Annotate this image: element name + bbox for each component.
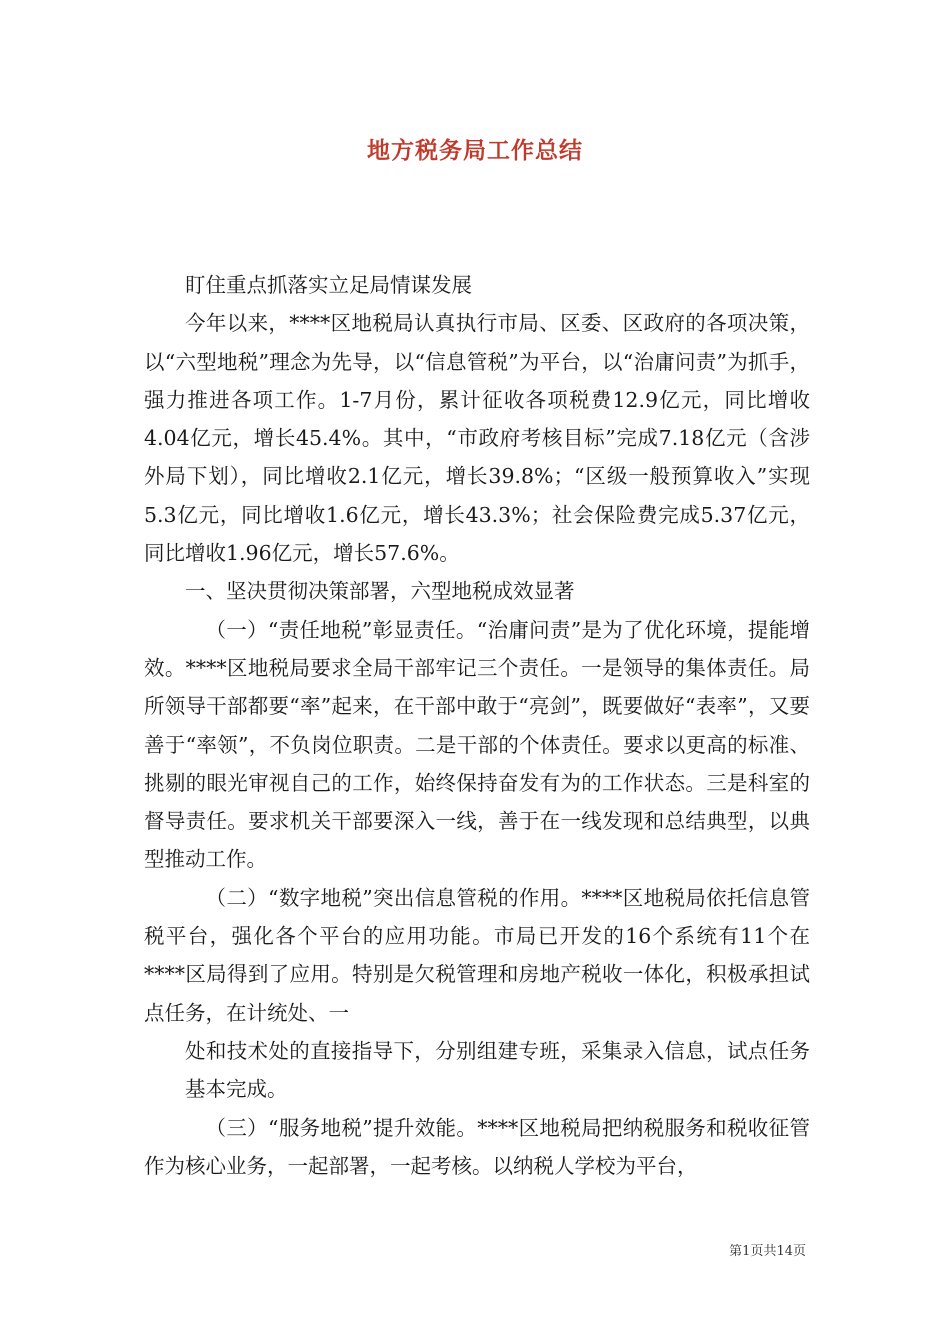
document-body <box>144 266 810 1185</box>
paragraph-service: （三）“服务地税”提升效能。****区地税局把纳税服务和税收征管作为核心业务，一起部署，一起考核。以纳税人学校为平台， <box>144 1115 810 1178</box>
paragraph-section-heading: 一、坚决贯彻决策部署，六型地税成效显著 <box>185 579 575 604</box>
paragraph-subtitle: 盯住重点抓落实立足局情谋发展 <box>185 273 472 297</box>
document-title: 地方税务局工作总结 <box>367 138 583 164</box>
paragraph-digital: （二）“数字地税”突出信息管税的作用。****区地税局依托信息管税平台，强化各个平台的应用功能。市局已开发的16个系统有11个在****区局得到了应用。特别是欠税管理和房地产税收一体化，积极承担试点任务，在计统处、一 <box>144 885 810 1025</box>
page-number: 第1页共14页 <box>729 1244 806 1259</box>
paragraph-digital-continued: 处和技术处的直接指导下，分别组建专班，采集录入信息，试点任务基本完成。 <box>185 1038 810 1102</box>
paragraph-responsibility: （一）“责任地税”彰显责任。“治庸问责”是为了优化环境，提能增效。****区地税局要求全局干部牢记三个责任。一是领导的集体责任。局所领导干部都要“率”起来，在干部中敢于“亮剑”，既要做好“表率”，又要善于“率领”，不负岗位职责。二是干部的个体责任。要求以更高的标准、挑剔的眼光审视自己的工作，始终保持奋发有为的工作状态。三是科室的督导责任。要求机关干部要深入一线，善于在一线发现和总结典型，以典型推动工作。 <box>144 617 810 872</box>
paragraph-intro: 今年以来，****区地税局认真执行市局、区委、区政府的各项决策，以“六型地税”理念为先导，以“信息管税”为平台，以“治庸问责”为抓手，强力推进各项工作。1-7月份，累计征收各项税费12.9亿元，同比增收4.04亿元，增长45.4%。其中，“市政府考核目标”完成7.18亿元（含涉外局下划），同比增收2.1亿元，增长39.8%；“区级一般预算收入”实现5.3亿元，同比增收1.6亿元，增长43.3%；社会保险费完成5.37亿元，同比增收1.96亿元，增长57.6%。 <box>144 311 810 566</box>
